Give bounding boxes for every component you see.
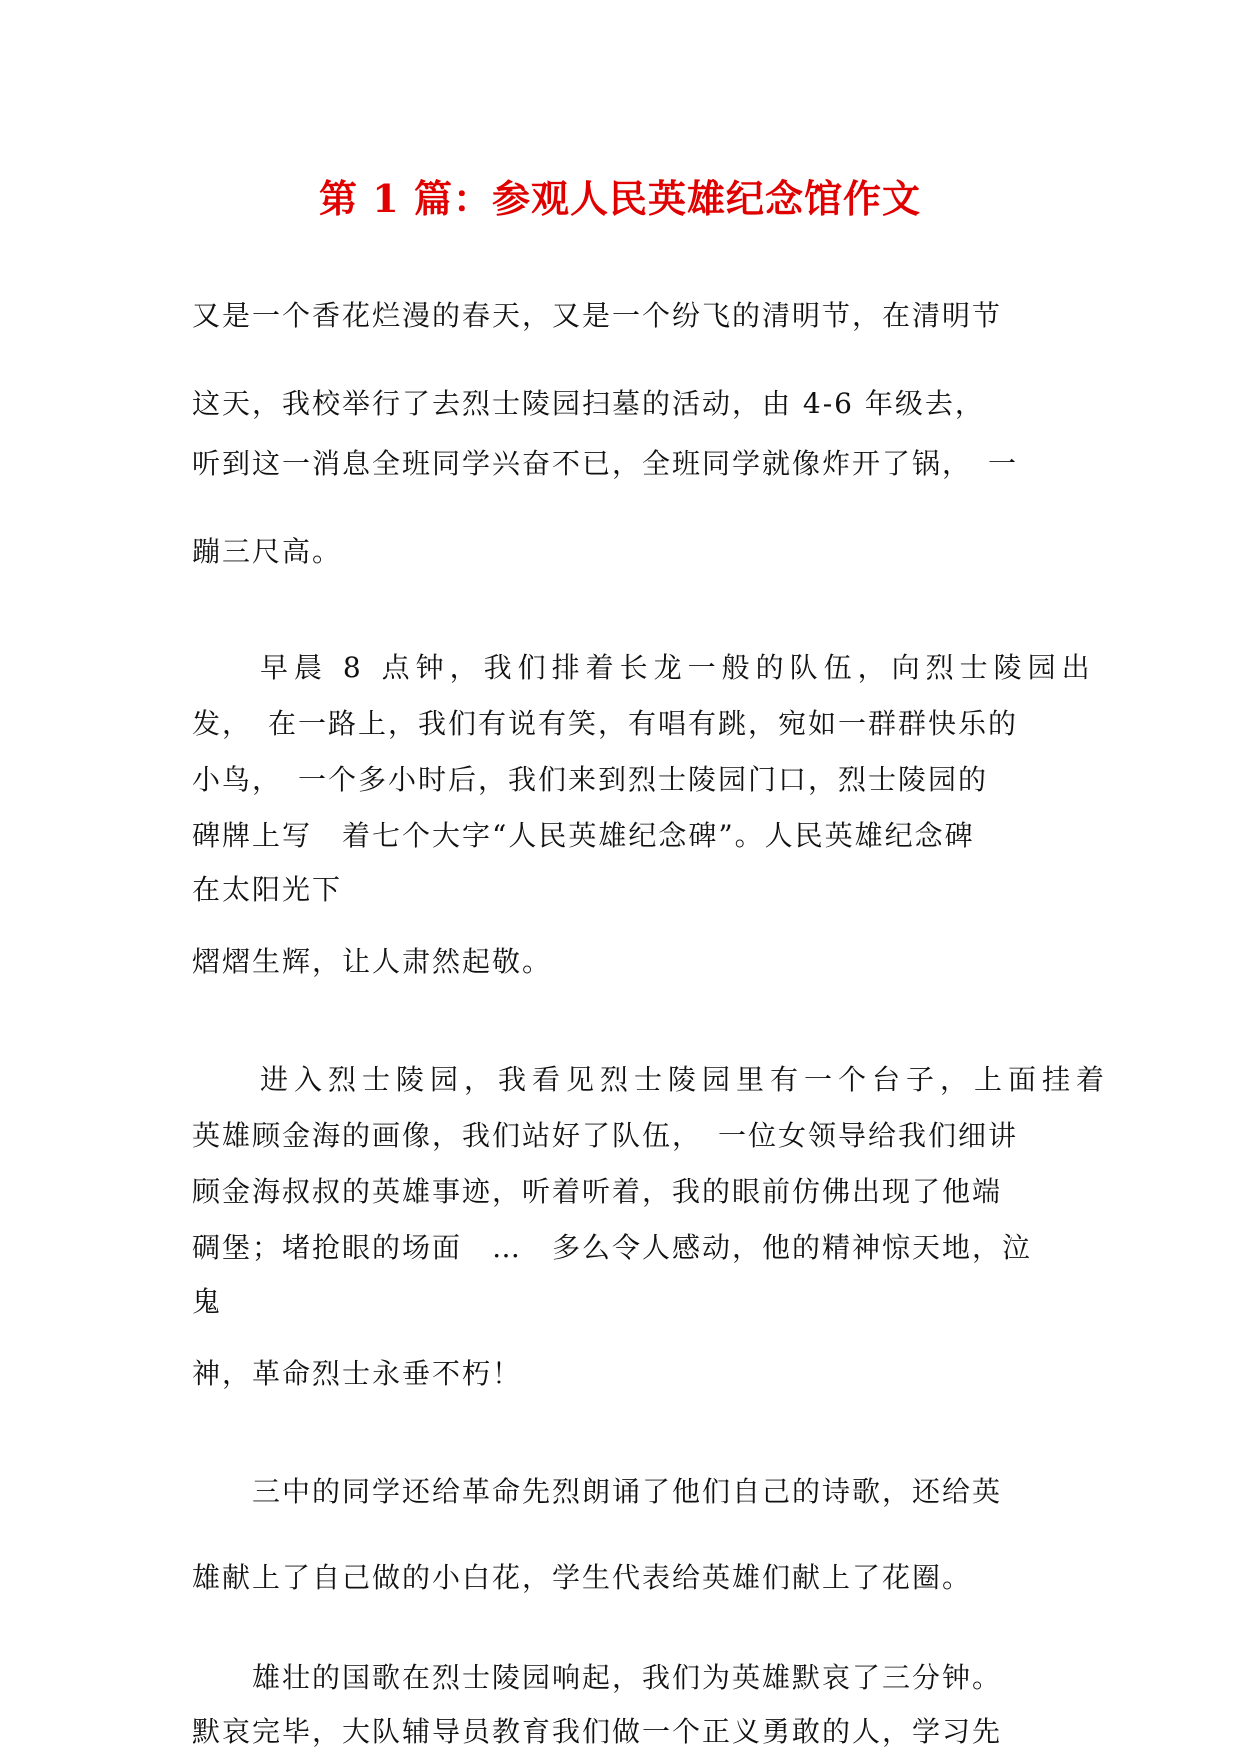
text-line: 神，革命烈士永垂不朽！	[192, 1357, 523, 1390]
text-line: 顾金海叔叔的英雄事迹，听着听着，我的眼前仿佛出现了他端	[192, 1175, 1003, 1208]
text-line: 蹦三尺高。	[192, 535, 343, 568]
text-line: 这天，我校举行了去烈士陵园扫墓的活动，由 4-6 年级去，	[192, 387, 985, 420]
text-line: 听到这一消息全班同学兴奋不已，全班同学就像炸开了锅， 一	[192, 447, 1019, 480]
text-line: 三中的同学还给革命先烈朗诵了他们自己的诗歌，还给英	[192, 1475, 1003, 1508]
text-line: 在太阳光下	[192, 873, 343, 906]
text-line: 英雄顾金海的画像，我们站好了队伍， 一位女领导给我们细讲	[192, 1119, 1019, 1152]
text-line: 早晨 8 点钟，我们排着长龙一般的队伍，向烈士陵园出	[192, 651, 1096, 684]
text-line: 碉堡；堵抢眼的场面 … 多么令人感动，他的精神惊天地，泣	[192, 1231, 1033, 1264]
document-title: 第 1 篇：参观人民英雄纪念馆作文	[319, 176, 921, 221]
text-line: 鬼	[192, 1285, 223, 1318]
text-line: 雄献上了自己做的小白花，学生代表给英雄们献上了花圈。	[192, 1561, 973, 1594]
text-line: 小鸟， 一个多小时后，我们来到烈士陵园门口，烈士陵园的	[192, 763, 989, 796]
text-line: 熠熠生辉，让人肃然起敬。	[192, 945, 553, 978]
text-line: 进入烈士陵园，我看见烈士陵园里有一个台子，上面挂着	[192, 1063, 1111, 1096]
text-line: 又是一个香花烂漫的春天，又是一个纷飞的清明节，在清明节	[192, 299, 1003, 332]
text-line: 发， 在一路上，我们有说有笑，有唱有跳，宛如一群群快乐的	[192, 707, 1019, 740]
text-line: 雄壮的国歌在烈士陵园响起，我们为英雄默哀了三分钟。	[192, 1661, 1003, 1694]
text-line: 默哀完毕，大队辅导员教育我们做一个正义勇敢的人，学习先	[192, 1715, 1003, 1748]
text-line: 碑牌上写 着七个大字“人民英雄纪念碑”。人民英雄纪念碑	[192, 819, 975, 852]
